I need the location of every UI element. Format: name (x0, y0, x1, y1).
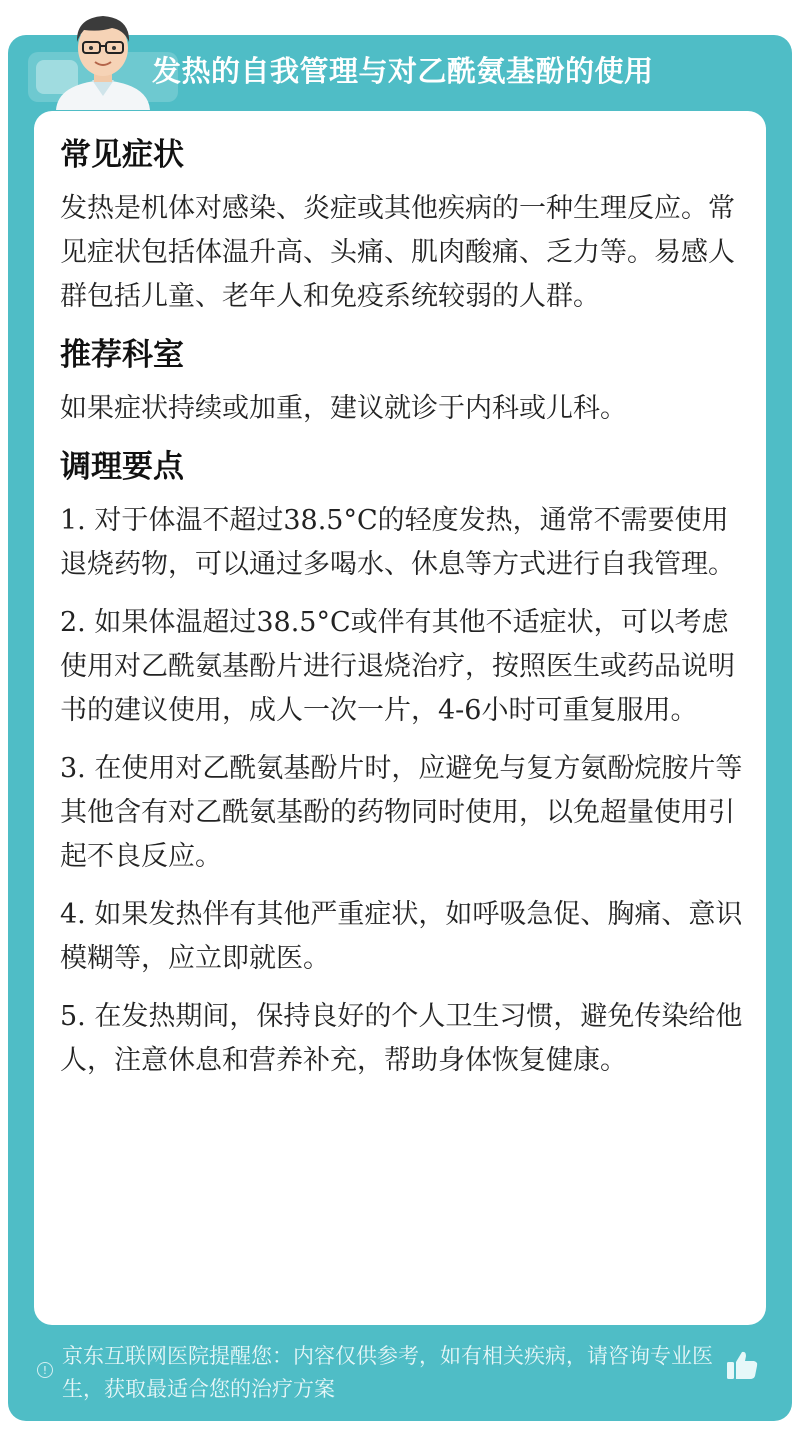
doctor-avatar (48, 6, 158, 110)
care-tip-3: 3. 在使用对乙酰氨基酚片时，应避免与复方氨酚烷胺片等其他含有对乙酰氨基酚的药物同时使用，以免超量使用引起不良反应。 (60, 753, 743, 872)
department-text: 如果症状持续或加重，建议就诊于内科或儿科。 (60, 393, 627, 424)
care-tip-1: 1. 对于体温不超过38.5°C的轻度发热，通常不需要使用退烧药物，可以通过多喝水、休息等方式进行自我管理。 (60, 505, 735, 580)
content-card (34, 111, 766, 1325)
info-icon: ! (37, 1362, 53, 1378)
section-title-department: 推荐科室 (60, 337, 184, 373)
section-title-symptoms: 常见症状 (60, 137, 184, 173)
symptoms-text: 发热是机体对感染、炎症或其他疾病的一种生理反应。常见症状包括体温升高、头痛、肌肉酸痛、乏力等。易感人群包括儿童、老年人和免疫系统较弱的人群。 (60, 193, 735, 312)
care-tip-2: 2. 如果体温超过38.5°C或伴有其他不适症状，可以考虑使用对乙酰氨基酚片进行退烧治疗，按照医生或药品说明书的建议使用，成人一次一片，4-6小时可重复服用。 (60, 607, 735, 726)
section-title-care-tips: 调理要点 (60, 449, 184, 485)
article-body (60, 133, 750, 1083)
care-tip-4: 4. 如果发热伴有其他严重症状，如呼吸急促、胸痛、意识模糊等，应立即就医。 (60, 899, 743, 974)
disclaimer-text: 京东互联网医院提醒您：内容仅供参考，如有相关疾病，请咨询专业医生，获取最适合您的治疗方案 (62, 1345, 713, 1401)
thumbs-up-icon[interactable] (725, 1348, 759, 1382)
page-title: 发热的自我管理与对乙酰氨基酚的使用 (152, 54, 654, 88)
care-tip-5: 5. 在发热期间，保持良好的个人卫生习惯，避免传染给他人，注意休息和营养补充，帮助身体恢复健康。 (60, 1001, 743, 1076)
